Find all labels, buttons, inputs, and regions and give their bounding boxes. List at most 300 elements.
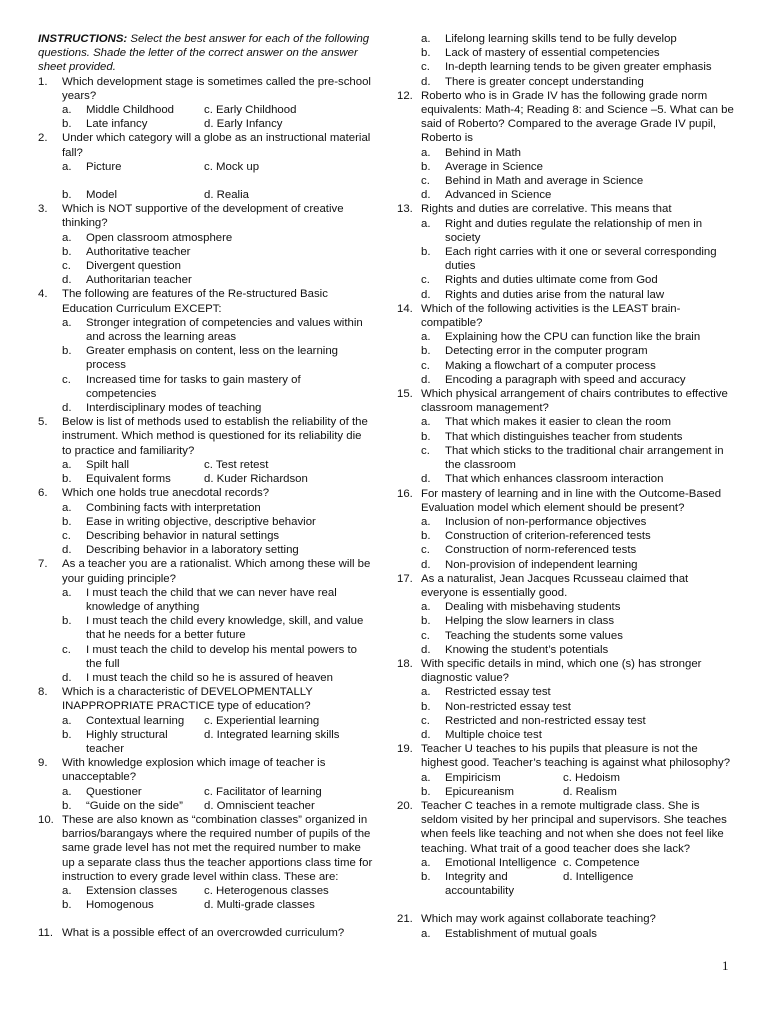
choice-text: Increased time for tasks to gain mastery of competencies [86, 373, 301, 400]
choice-text: That which sticks to the traditional chair arrangement in the classroom [445, 444, 724, 472]
choice: d. Realia [204, 189, 249, 202]
choice-letter: d. [62, 274, 72, 287]
page-number: 1 [722, 958, 729, 973]
choice-letter: a. [62, 160, 72, 173]
left-question-list [38, 75, 374, 941]
choice-text: Authoritarian teacher [86, 274, 192, 287]
choice-letter: a. [421, 686, 431, 699]
choice-letter: b. [62, 899, 72, 912]
choice-letter: b. [62, 473, 72, 486]
question-number: 21. [397, 913, 413, 926]
choice-text: Right and duties regulate the relationship of men in society [445, 217, 703, 244]
choice-letter: c. [421, 544, 430, 557]
choice-text: Restricted and non-restricted essay test [445, 714, 646, 727]
question-text: As a teacher you are a rationalist. Which among these will be your guiding principle? [62, 558, 371, 585]
question-block [397, 89, 737, 203]
choice [38, 316, 374, 344]
choice [62, 458, 204, 472]
question-block [38, 287, 374, 415]
choice-letter: a. [62, 884, 72, 897]
question-text: Under which category will a globe as an instructional material fall? [62, 132, 371, 159]
choice-text: Lifelong learning skills tend to be fully develop [445, 33, 677, 45]
choice-text: I must teach the child that we can never have real knowledge of anything [86, 586, 337, 613]
choice [38, 543, 374, 557]
choice [38, 273, 374, 287]
choice-letter: a. [62, 785, 72, 798]
choice [397, 629, 737, 643]
choice-pair [38, 728, 374, 756]
choice-pair [38, 884, 374, 898]
choice-text: Epicureanism [445, 785, 515, 798]
question-text: What is a possible effect of an overcrowded curriculum? [62, 927, 345, 940]
choice: c. Early Childhood [204, 104, 297, 117]
choice [397, 415, 737, 429]
choice-text: Inclusion of non-performance objectives [445, 515, 647, 528]
choice-pair [38, 458, 374, 472]
choice [397, 75, 737, 89]
question-text: Rights and duties are correlative. This means that [421, 203, 672, 216]
choice [38, 401, 374, 415]
instructions [38, 32, 374, 75]
choice-pair [397, 870, 737, 898]
choice [397, 700, 737, 714]
question-text: Which physical arrangement of chairs contributes to effective classroom management? [421, 388, 728, 415]
choice [397, 558, 737, 572]
question-text: With specific details in mind, which one (s) has stronger diagnostic value? [421, 657, 702, 685]
choice [397, 685, 737, 699]
question-block [38, 131, 374, 202]
question-number: 20. [397, 799, 413, 812]
question [38, 813, 374, 884]
choice-pair [397, 771, 737, 785]
choice-letter: b. [421, 430, 431, 443]
question [38, 287, 374, 315]
choice [397, 600, 737, 614]
choice-text: Spilt hall [86, 458, 130, 471]
choice-letter: c. [421, 629, 430, 642]
question-block [38, 202, 374, 287]
choice: c. Hedoism [563, 771, 620, 784]
question-text: Which development stage is sometimes called the pre-school years? [62, 75, 371, 102]
choice-text: Helping the slow learners in class [445, 615, 615, 628]
choice [62, 898, 204, 912]
choice [62, 714, 204, 728]
question-text: Which one holds true anecdotal records? [62, 487, 270, 500]
question [38, 756, 374, 784]
question-number: 13. [397, 203, 413, 216]
choice-text: Multiple choice test [445, 728, 542, 741]
question-block [397, 387, 737, 486]
choice-letter: a. [62, 316, 72, 329]
choice [38, 245, 374, 259]
question [397, 302, 737, 330]
choice-text: Teaching the students some values [445, 629, 623, 642]
choice: c. Facilitator of learning [204, 785, 322, 798]
choice-text: Picture [86, 160, 122, 173]
choice-letter: c. [62, 373, 71, 386]
choice [397, 344, 737, 358]
question-block [397, 487, 737, 572]
choice-letter: d. [62, 544, 72, 557]
choice-text: Late infancy [86, 118, 148, 131]
choice: d. Kuder Richardson [204, 473, 308, 486]
choice-text: Open classroom atmosphere [86, 231, 233, 244]
question-number: 11. [38, 927, 53, 940]
question [397, 742, 737, 770]
choice-letter: b. [421, 47, 431, 60]
question-block [38, 557, 374, 685]
choice-text: Rights and duties arise from the natural law [445, 288, 665, 301]
choice [397, 60, 737, 74]
choice [397, 927, 737, 941]
choice-letter: a. [421, 601, 431, 614]
spacer [397, 898, 737, 912]
choice-pair [397, 785, 737, 799]
choice [397, 146, 737, 160]
choice [421, 771, 563, 785]
choice-text: Authoritative teacher [86, 245, 191, 258]
question-text: Teacher C teaches in a remote multigrade class. She is seldom visited by her principal and supervisors. She teaches when feels like teaching and not when she does not feel like teaching. What trait of a good teacher does she lack? [421, 799, 727, 855]
choice-pair [38, 799, 374, 813]
choice-letter: a. [62, 586, 72, 599]
choice [62, 188, 204, 202]
question [38, 926, 374, 940]
question-text: With knowledge explosion which image of teacher is unacceptable? [62, 757, 326, 784]
question-number: 12. [397, 89, 413, 102]
choice: c. Experiential learning [204, 714, 320, 727]
choice-letter: a. [421, 515, 431, 528]
choice-letter: d. [421, 189, 431, 202]
question-text: Which is a characteristic of DEVELOPMENTALLY INAPPROPRIATE PRACTICE type of education? [62, 686, 313, 713]
choice [397, 174, 737, 188]
choice: d. Realism [563, 785, 617, 798]
choice-text: Emotional Intelligence [445, 856, 557, 869]
choice-letter: b. [62, 615, 72, 628]
choice: d. Omniscient teacher [204, 799, 315, 812]
choice-letter: d. [421, 75, 431, 88]
question-block [38, 75, 374, 132]
question [397, 89, 737, 146]
choice [62, 884, 204, 898]
question [397, 657, 737, 685]
choice [397, 614, 737, 628]
choice-text: Extension classes [86, 884, 178, 897]
question [397, 387, 737, 415]
choice [397, 359, 737, 373]
choice-text: Construction of norm-referenced tests [445, 544, 637, 557]
choice-text: Rights and duties ultimate come from God [445, 274, 658, 287]
choice-letter: a. [62, 458, 72, 471]
choice-text: In-depth learning tends to be given greater emphasis [445, 61, 712, 74]
choice-letter: d. [421, 643, 431, 656]
choice-letter: b. [62, 515, 72, 528]
question-number: 8. [38, 686, 48, 699]
choice-text: Middle Childhood [86, 104, 175, 117]
question-number: 14. [397, 302, 413, 315]
choice-text: Homogenous [86, 899, 154, 912]
question-block [397, 202, 737, 301]
choice-pair [397, 856, 737, 870]
choice: c. Competence [563, 856, 640, 869]
choice-letter: d. [421, 558, 431, 571]
choice-letter: d. [421, 288, 431, 301]
choice [62, 103, 204, 117]
choice [397, 245, 737, 273]
choice: c. Mock up [204, 160, 260, 173]
choice [397, 46, 737, 60]
choice: c. Test retest [204, 458, 269, 471]
choice-letter: b. [421, 870, 431, 883]
choice-letter: a. [62, 231, 72, 244]
choice [397, 714, 737, 728]
choice-text: “Guide on the side” [86, 799, 183, 812]
choice-letter: b. [421, 615, 431, 628]
choice-text: Establishment of mutual goals [445, 927, 597, 940]
question [397, 487, 737, 515]
choice-letter: a. [421, 331, 431, 344]
choice-pair [38, 103, 374, 117]
question [38, 557, 374, 585]
choice-letter: a. [421, 146, 431, 159]
choice-text: I must teach the child every knowledge, skill, and value that he needs for a better future [86, 615, 364, 642]
question-number: 7. [38, 558, 48, 571]
choice-text: I must teach the child so he is assured of heaven [86, 671, 333, 684]
choice-pair [38, 174, 374, 188]
question-text: As a naturalist, Jean Jacques Rcusseau claimed that everyone is essentially good. [421, 572, 689, 599]
choice-letter: b. [421, 246, 431, 259]
choice-text: Explaining how the CPU can function like the brain [445, 331, 701, 344]
choice [397, 515, 737, 529]
question-block [397, 32, 737, 89]
choice [38, 586, 374, 614]
choice-text: Each right carries with it one or several corresponding duties [445, 246, 717, 273]
question-number: 6. [38, 487, 48, 500]
choice: d. Early Infancy [204, 118, 283, 131]
choice-pair [38, 898, 374, 912]
choice [397, 728, 737, 742]
choice-letter: b. [62, 189, 72, 202]
instructions-label: INSTRUCTIONS: [38, 33, 128, 45]
choice-letter: c. [421, 61, 430, 74]
choice-letter: b. [421, 700, 431, 713]
choice-letter: a. [421, 33, 431, 45]
question [397, 912, 737, 926]
choice-text: Behind in Math and average in Science [445, 175, 644, 188]
choice-text: That which makes it easier to clean the room [445, 416, 672, 429]
choice-text: Empiricism [445, 771, 501, 784]
choice-letter: a. [421, 927, 431, 940]
choice-text: Dealing with misbehaving students [445, 601, 621, 614]
question-block [38, 685, 374, 756]
choice [397, 188, 737, 202]
choice [397, 543, 737, 557]
question-number: 9. [38, 757, 48, 770]
question-block [397, 302, 737, 387]
choice-letter: a. [62, 714, 72, 727]
choice [397, 472, 737, 486]
choice-text: Non-provision of independent learning [445, 558, 638, 571]
choice [421, 856, 563, 870]
choice-pair [38, 714, 374, 728]
choice [397, 32, 737, 46]
choice-letter: d. [421, 473, 431, 486]
choice-letter: c. [62, 643, 71, 656]
question [397, 799, 737, 856]
instructions-text: Select the best answer for each of the following questions. Shade the letter of the correct answer on the answer sheet provided. [38, 33, 370, 74]
question-block [397, 898, 737, 940]
spacer [38, 912, 374, 926]
choice [397, 288, 737, 302]
choice [421, 870, 563, 898]
question-block [397, 799, 737, 898]
choice-letter: b. [62, 345, 72, 358]
choice [397, 373, 737, 387]
choice-pair [38, 188, 374, 202]
choice [38, 643, 374, 671]
question-text: Roberto who is in Grade IV has the following grade norm equivalents: Math-4; Reading 8: and Science –5. What can be said of Roberto? Compared to the average Grade IV pupil, Roberto is [421, 89, 734, 145]
choice-text: Greater emphasis on content, less on the learning process [86, 345, 339, 372]
choice-pair [38, 472, 374, 486]
choice [397, 430, 737, 444]
choice-text: Contextual learning [86, 714, 185, 727]
question [397, 572, 737, 600]
choice-letter: a. [421, 856, 431, 869]
choice-letter: d. [62, 402, 72, 415]
question-number: 4. [38, 288, 48, 301]
choice-letter: c. [421, 175, 430, 188]
right-column [397, 32, 737, 941]
choice-text: Detecting error in the computer program [445, 345, 648, 358]
question [38, 75, 374, 103]
question [38, 415, 374, 458]
choice-text: That which distinguishes teacher from students [445, 430, 683, 443]
choice [38, 501, 374, 515]
choice-letter: d. [421, 728, 431, 741]
choice: d. Multi-grade classes [204, 899, 315, 912]
choice [38, 529, 374, 543]
choice-letter: a. [62, 104, 72, 117]
choice-text: Advanced in Science [445, 189, 552, 202]
question-block [38, 756, 374, 813]
choice: d. Intelligence [563, 870, 634, 883]
choice-letter: c. [421, 274, 430, 287]
choice-text: Stronger integration of competencies and values within and across the learning areas [86, 316, 363, 344]
choice: d. Integrated learning skills [204, 728, 340, 741]
choice [38, 373, 374, 401]
question-number: 2. [38, 132, 48, 145]
choice-letter: a. [62, 501, 72, 514]
choice-letter: d. [62, 671, 72, 684]
choice-text: Non-restricted essay test [445, 700, 571, 713]
question [38, 685, 374, 713]
choice [62, 728, 204, 756]
question-number: 10. [38, 813, 54, 826]
left-column [38, 32, 374, 941]
choice-letter: b. [421, 160, 431, 173]
question-text: These are also known as “combination classes” organized in barrios/barangays where the required number of pupils of the same grade level has not met the required number to make up a separate class thus the teacher apportions class time for instruction to every grade level within class. These are: [62, 813, 373, 883]
choice-text: Highly structural teacher [86, 728, 168, 755]
question-text: Below is list of methods used to establish the reliability of the instrument. Which method is questioned for its reliability die to practice and familiarity? [62, 416, 368, 457]
choice-letter: b. [421, 345, 431, 358]
choice-text: I must teach the child to develop his mental powers to the full [86, 643, 357, 670]
choice-letter: c. [421, 444, 430, 457]
choice-letter: a. [421, 771, 431, 784]
question [38, 131, 374, 159]
question-number: 5. [38, 416, 48, 429]
choice-text: Lack of mastery of essential competencies [445, 47, 660, 60]
choice-pair [38, 785, 374, 799]
choice-text: Divergent question [86, 260, 181, 273]
choice-text: Knowing the student’s potentials [445, 643, 609, 656]
question-block [397, 657, 737, 742]
choice-text: Behind in Math [445, 146, 521, 159]
choice [62, 117, 204, 131]
choice-pair [38, 160, 374, 174]
choice [397, 330, 737, 344]
choice [397, 217, 737, 245]
choice [62, 799, 204, 813]
question-block [38, 912, 374, 940]
question-text: Teacher U teaches to his pupils that pleasure is not the highest good. Teacher’s teaching is against what philosophy? [421, 743, 731, 770]
choice-letter: c. [421, 359, 430, 372]
choice-text: Questioner [86, 785, 142, 798]
question-block [38, 415, 374, 486]
choice-pair [38, 117, 374, 131]
question-text: Which is NOT supportive of the development of creative thinking? [62, 203, 344, 230]
question-text: The following are features of the Re-structured Basic Education Curriculum EXCEPT: [62, 288, 328, 315]
choice-text: Equivalent forms [86, 473, 171, 486]
choice-letter: b. [62, 728, 72, 741]
choice-letter: b. [62, 799, 72, 812]
choice [38, 231, 374, 245]
question-block [397, 572, 737, 657]
choice [62, 472, 204, 486]
choice-text: Describing behavior in natural settings [86, 529, 280, 542]
choice-letter: b. [62, 245, 72, 258]
choice [38, 614, 374, 642]
choice-text: Making a flowchart of a computer process [445, 359, 656, 372]
choice-text: Integrity and accountability [445, 870, 515, 898]
choice-text: Encoding a paragraph with speed and accuracy [445, 373, 686, 386]
question-text: For mastery of learning and in line with the Outcome-Based Evaluation model which element should be present? [421, 487, 722, 514]
choice [62, 160, 204, 174]
question [397, 202, 737, 216]
choice-text: That which enhances classroom interaction [445, 473, 664, 486]
choice-letter: c. [421, 714, 430, 727]
choice [397, 160, 737, 174]
right-question-list [397, 32, 737, 941]
question-number: 3. [38, 203, 48, 216]
question-block [38, 813, 374, 912]
choice-text: Interdisciplinary modes of teaching [86, 402, 262, 415]
choice [38, 259, 374, 273]
question-number: 1. [38, 75, 48, 88]
question-block [38, 486, 374, 557]
question-text: Which may work against collaborate teaching? [421, 913, 656, 926]
choice: c. Heterogenous classes [204, 884, 329, 897]
choice-letter: b. [421, 530, 431, 543]
question [38, 486, 374, 500]
choice-letter: a. [421, 217, 431, 230]
choice [62, 785, 204, 799]
choice-text: There is greater concept understanding [445, 75, 644, 88]
question-number: 19. [397, 743, 413, 756]
choice-letter: b. [421, 785, 431, 798]
choice-letter: b. [62, 118, 72, 131]
choice [397, 273, 737, 287]
choice-text: Combining facts with interpretation [86, 501, 261, 514]
choice-letter: c. [62, 529, 71, 542]
